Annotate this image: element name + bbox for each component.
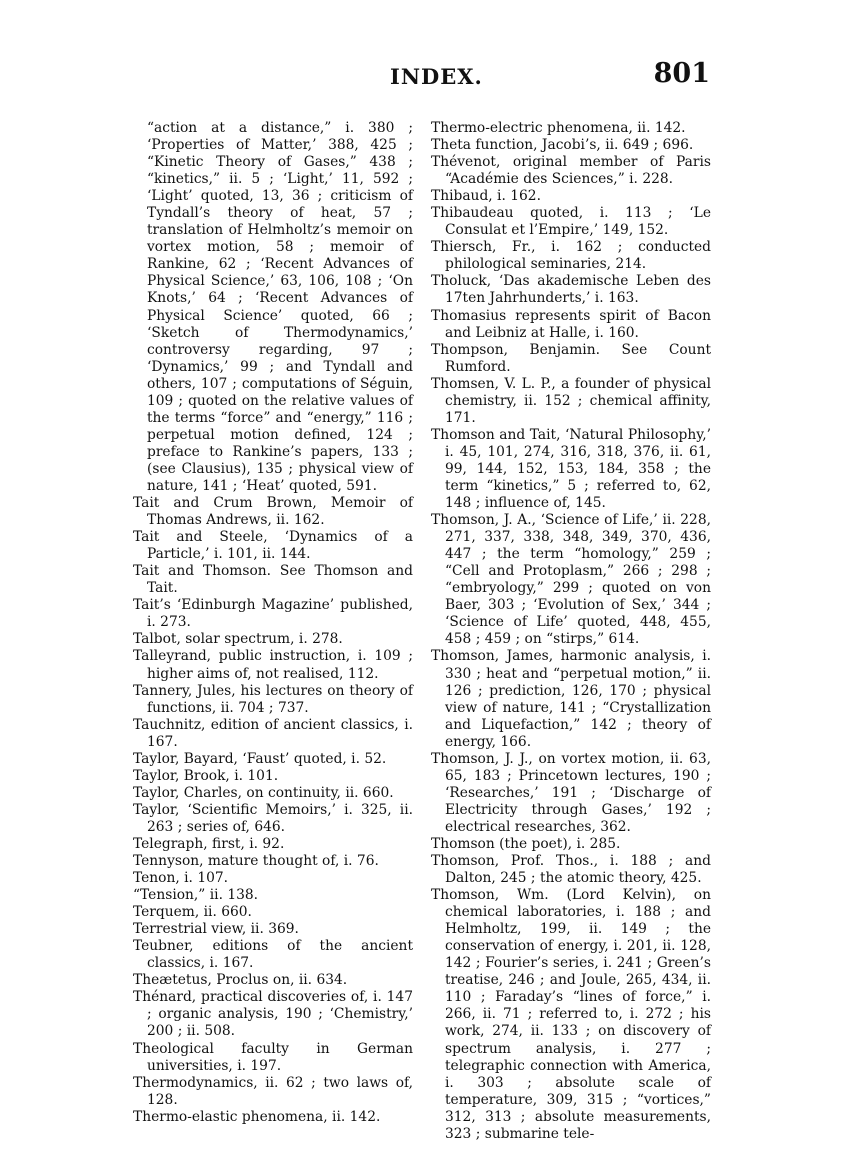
right-column	[431, 120, 711, 1143]
index-entry: Thermo-elastic phenomena, ii. 142.	[133, 1108, 381, 1125]
index-entry: Tait and Crum Brown, Memoir of Thomas Andrews, ii. 162.	[133, 495, 413, 529]
index-entry: Thermo-electric phenomena, ii. 142.	[431, 120, 686, 136]
index-entry: Terquem, ii. 660.	[133, 904, 252, 921]
index-entry: Thénard, practical discoveries of, i. 147 ; organic analysis, 190 ; ‘Chemistry,’ 200 ; ii. 508.	[133, 989, 413, 1040]
index-entry: Terrestrial view, ii. 369.	[133, 921, 299, 938]
index-entry: Theta function, Jacobi’s, ii. 649 ; 696.	[431, 137, 694, 154]
index-entry: Tait’s ‘Edinburgh Magazine’ published, i. 273.	[133, 597, 413, 631]
index-entry: Tannery, Jules, his lectures on theory of functions, ii. 704 ; 737.	[133, 682, 413, 716]
index-entry: Thiersch, Fr., i. 162 ; conducted philological seminaries, 214.	[431, 239, 711, 273]
index-entry: Thomson, Prof. Thos., i. 188 ; and Dalton, 245 ; the atomic theory, 425.	[431, 853, 711, 887]
index-entry: Thévenot, original member of Paris “Académie des Sciences,” i. 228.	[431, 154, 711, 188]
index-entry: Tholuck, ‘Das akademische Leben des 17ten Jahrhunderts,’ i. 163.	[431, 273, 711, 307]
page-number: 801	[653, 58, 710, 89]
index-entry: Thomson and Tait, ‘Natural Philosophy,’ i. 45, 101, 274, 316, 318, 376, ii. 61, 99, 144, 152, 153, 184, 358 ; the term “kinetics,” 5 ; referred to, 62, 148 ; influence of, 145.	[431, 426, 711, 512]
page-header	[380, 56, 710, 96]
index-entry: Talleyrand, public instruction, i. 109 ; higher aims of, not realised, 112.	[133, 648, 413, 682]
index-entry: Tait and Steele, ‘Dynamics of a Particle,’ i. 101, ii. 144.	[133, 529, 413, 563]
index-entry: Tenon, i. 107.	[133, 870, 229, 887]
index-entry: Taylor, Bayard, ‘Faust’ quoted, i. 52.	[133, 750, 387, 767]
index-entry: Taylor, ‘Scientific Memoirs,’ i. 325, ii. 263 ; series of, 646.	[133, 801, 413, 835]
index-entry: Thomson (the poet), i. 285.	[431, 835, 621, 852]
index-entry: Taylor, Brook, i. 101.	[133, 767, 279, 784]
index-entry: Tennyson, mature thought of, i. 76.	[133, 853, 379, 870]
index-entry: Thomsen, V. L. P., a founder of physical chemistry, ii. 152 ; chemical affinity, 171.	[431, 375, 711, 426]
index-entry: “action at a distance,” i. 380 ; ‘Properties of Matter,’ 388, 425 ; “Kinetic Theory of Gases,” 438 ; “kinetics,” ii. 5 ; ‘Light,’ 11, 592 ; ‘Light’ quoted, 13, 36 ; criticism of Tyndall’s theory of heat, 57 ; translation of Helmholtz’s memoir on vortex motion, 58 ; memoir of Rankine, 62 ; ‘Recent Advances of Physical Science,’ 63, 106, 108 ; ‘On Knots,’ 64 ; ‘Recent Advances of Physical Science’ quoted, 66 ; ‘Sketch of Thermodynamics,’ controversy regarding, 97 ; ‘Dynamics,’ 99 ; and Tyndall and others, 107 ; computations of Séguin, 109 ; quoted on the relative values of the terms “force” and “energy,” 116 ; perpetual motion defined, 124 ; preface to Rankine’s papers, 133 ; (see Clausius), 135 ; physical view of nature, 141 ; ‘Heat’ quoted, 591.	[147, 120, 413, 494]
index-entry: Thibaudeau quoted, i. 113 ; ‘Le Consulat et l’Empire,’ 149, 152.	[431, 205, 711, 239]
index-entry: Talbot, solar spectrum, i. 278.	[133, 631, 343, 648]
index-entry: Thomasius represents spirit of Bacon and Leibniz at Halle, i. 160.	[431, 307, 711, 341]
index-entry: Thomson, James, harmonic analysis, i. 330 ; heat and “perpetual motion,” ii. 126 ; prediction, 126, 170 ; physical view of nature, 141 ; “Crystallization and Liquefaction,” 142 ; theory of energy, 166.	[431, 648, 711, 750]
running-title: INDEX.	[390, 64, 483, 89]
index-entry: Thomson, Wm. (Lord Kelvin), on chemical laboratories, i. 188 ; and Helmholtz, 199, ii. 149 ; the conservation of energy, i. 201, ii. 128, 142 ; Fourier’s series, i. 241 ; Green’s treatise, 246 ; and Joule, 265, 434, ii. 110 ; Faraday’s “lines of force,” i. 266, ii. 71 ; referred to, i. 272 ; his work, 274, ii. 133 ; on discovery of spectrum analysis, i. 277 ; telegraphic connection with America, i. 303 ; absolute scale of temperature, 309, 315 ; “vortices,” 312, 313 ; absolute measurements, 323 ; submarine tele-	[431, 887, 711, 1142]
index-entry: Theætetus, Proclus on, ii. 634.	[133, 972, 348, 989]
index-entry: Tait and Thomson. See Thomson and Tait.	[133, 563, 413, 597]
index-entry: Thomson, J. A., ‘Science of Life,’ ii. 228, 271, 337, 338, 348, 349, 370, 436, 447 ; the term “homology,” 259 ; “Cell and Protoplasm,” 266 ; 298 ; “embryology,” 299 ; quoted on von Baer, 303 ; ‘Evolution of Sex,’ 344 ; ‘Science of Life’ quoted, 448, 455, 458 ; 459 ; on “stirps,” 614.	[431, 512, 711, 648]
index-entry: Taylor, Charles, on continuity, ii. 660.	[133, 784, 394, 801]
index-entry: “Tension,” ii. 138.	[133, 887, 259, 904]
index-entry: Thermodynamics, ii. 62 ; two laws of, 128.	[133, 1074, 413, 1108]
index-entry: Tauchnitz, edition of ancient classics, i. 167.	[133, 716, 413, 750]
index-entry: Teubner, editions of the ancient classics, i. 167.	[133, 938, 413, 972]
index-entry: Theological faculty in German universities, i. 197.	[133, 1040, 413, 1074]
index-entry: Telegraph, first, i. 92.	[133, 835, 285, 852]
left-column	[133, 120, 413, 1126]
index-entry: Thomson, J. J., on vortex motion, ii. 63, 65, 183 ; Princetown lectures, 190 ; ‘Researches,’ 191 ; ‘Discharge of Electricity through Gases,’ 192 ; electrical researches, 362.	[431, 750, 711, 835]
index-entry: Thompson, Benjamin. See Count Rumford.	[431, 341, 711, 375]
index-entry: Thibaud, i. 162.	[431, 188, 541, 205]
